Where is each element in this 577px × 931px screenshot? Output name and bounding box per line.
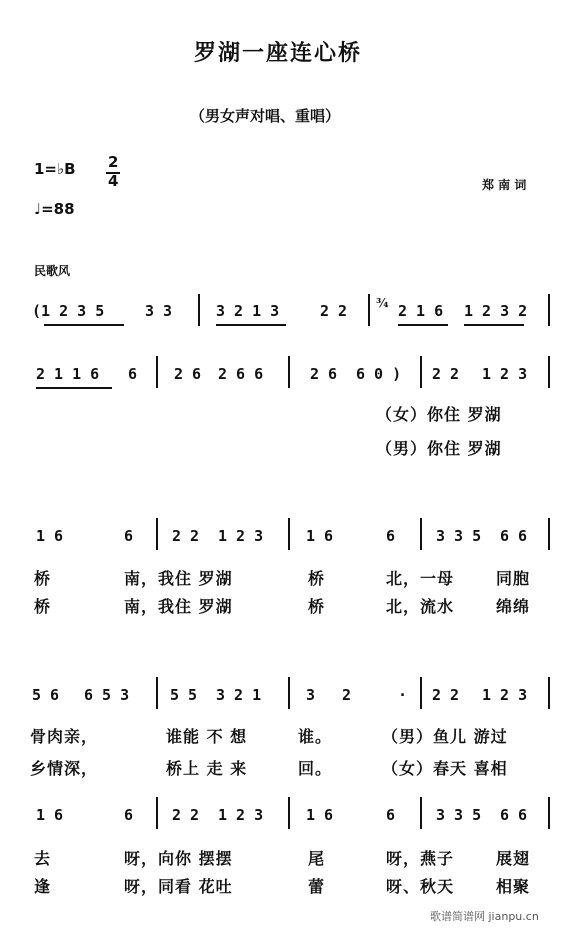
barline xyxy=(548,356,550,388)
lyric: 南，我住 罗湖 xyxy=(124,597,233,616)
barline xyxy=(548,518,550,550)
barline xyxy=(548,797,550,829)
time-signature-top: 2 xyxy=(108,153,119,171)
notes: 1 6 xyxy=(36,527,64,545)
measure-2-notes-b: 2 2 xyxy=(320,302,348,320)
barline xyxy=(368,294,370,326)
measure-7-notes-a: 2 2 xyxy=(432,365,460,383)
lyric: 去 xyxy=(34,849,52,868)
lyric: 桥 xyxy=(34,597,52,616)
beam xyxy=(36,387,112,389)
lyric: 展翅 xyxy=(496,849,531,868)
notes: 3 3 5 xyxy=(436,527,482,545)
lyric: 呀，同看 花吐 xyxy=(124,877,233,896)
measure-3-notes-a: 2 1 6 xyxy=(398,302,444,320)
lyric: 逢 xyxy=(34,877,52,896)
barline xyxy=(156,677,158,709)
measure-1-notes-a: (1 2 3 5 xyxy=(32,302,105,320)
measure-3-notes-b: 1 2 3 2 xyxy=(464,302,528,320)
song-title: 罗湖一座连心桥 xyxy=(194,40,363,66)
barline xyxy=(548,294,550,326)
lyric: 北，流水 xyxy=(386,597,455,616)
notes: 2 2 xyxy=(172,806,200,824)
lyric: 桥上 走 来 xyxy=(166,759,248,778)
lyric-male-intro: （男）你住 罗湖 xyxy=(376,439,502,458)
notes: 6 xyxy=(124,527,134,545)
notes: 2 2 xyxy=(432,686,460,704)
beam xyxy=(44,324,124,326)
notes: 2 2 xyxy=(172,527,200,545)
notes: 6 6 xyxy=(500,527,528,545)
lyric: 乡情深， xyxy=(30,759,99,778)
notes: · xyxy=(398,686,408,704)
notes: 1 2 3 xyxy=(482,686,528,704)
lyric-female-intro: （女）你住 罗湖 xyxy=(376,405,502,424)
lyric: 回。 xyxy=(298,759,333,778)
lyric: 呀，向你 摆摆 xyxy=(124,849,233,868)
measure-7-notes-b: 1 2 3 xyxy=(482,365,528,383)
lyric: 桥 xyxy=(34,569,52,588)
lyric: 桥 xyxy=(308,597,326,616)
notes: 2 xyxy=(342,686,352,704)
barline xyxy=(156,356,158,388)
lyric: 绵绵 xyxy=(496,597,531,616)
lyric: 蕾 xyxy=(308,877,326,896)
notes: 3 2 1 xyxy=(216,686,262,704)
notes: 3 xyxy=(306,686,316,704)
barline xyxy=(420,356,422,388)
lyric: 呀，燕子 xyxy=(386,849,455,868)
notes: 1 6 xyxy=(36,806,64,824)
lyric: 谁。 xyxy=(298,727,333,746)
barline xyxy=(156,518,158,550)
lyric: （男）鱼儿 游过 xyxy=(382,727,508,746)
notes: 6 xyxy=(386,806,396,824)
lyric: 骨肉亲， xyxy=(30,727,99,746)
barline xyxy=(288,356,290,388)
measure-6-notes-a: 2 6 xyxy=(310,365,338,383)
lyric: 同胞 xyxy=(496,569,531,588)
song-subtitle: （男女声对唱、重唱） xyxy=(190,107,341,125)
key-signature: 1=♭B xyxy=(34,160,76,178)
barline xyxy=(288,797,290,829)
notes: 6 6 xyxy=(500,806,528,824)
notes: 6 5 3 xyxy=(84,686,130,704)
lyric: （女）春天 喜相 xyxy=(382,759,508,778)
notes: 5 5 xyxy=(170,686,198,704)
meter-change: ¾ xyxy=(376,296,389,310)
lyric: 南，我住 罗湖 xyxy=(124,569,233,588)
lyric: 桥 xyxy=(308,569,326,588)
barline xyxy=(420,518,422,550)
measure-6-notes-b: 6 0 ) xyxy=(356,365,402,383)
beam xyxy=(398,324,448,326)
notes: 1 6 xyxy=(306,806,334,824)
measure-4-notes-b: 6 xyxy=(128,365,138,383)
lyric: 谁能 不 想 xyxy=(166,727,248,746)
barline xyxy=(198,294,200,326)
notes: 5 6 xyxy=(32,686,60,704)
measure-2-notes-a: 3 2 1 3 xyxy=(216,302,280,320)
barline xyxy=(420,677,422,709)
barline xyxy=(156,797,158,829)
watermark: 歌谱简谱网 jianpu.cn xyxy=(430,910,539,923)
style-marking: 民歌风 xyxy=(34,264,71,278)
lyricist-credit: 郑 南 词 xyxy=(482,178,527,192)
measure-4-notes-a: 2 1 1 6 xyxy=(36,365,100,383)
beam xyxy=(464,324,524,326)
barline xyxy=(548,677,550,709)
lyric: 相聚 xyxy=(496,877,531,896)
notes: 1 2 3 xyxy=(218,527,264,545)
notes: 6 xyxy=(124,806,134,824)
time-signature-bottom: 4 xyxy=(108,172,119,190)
measure-5-notes-b: 2 6 6 xyxy=(218,365,264,383)
barline xyxy=(420,797,422,829)
tempo-marking: ♩=88 xyxy=(34,200,75,218)
notes: 6 xyxy=(386,527,396,545)
lyric: 北，一母 xyxy=(386,569,455,588)
notes: 1 2 3 xyxy=(218,806,264,824)
measure-1-notes-b: 3 3 xyxy=(145,302,173,320)
barline xyxy=(288,518,290,550)
beam xyxy=(216,324,286,326)
lyric: 尾 xyxy=(308,849,326,868)
notes: 1 6 xyxy=(306,527,334,545)
lyric: 呀、秋天 xyxy=(386,877,455,896)
notes: 3 3 5 xyxy=(436,806,482,824)
barline xyxy=(288,677,290,709)
measure-5-notes-a: 2 6 xyxy=(174,365,202,383)
